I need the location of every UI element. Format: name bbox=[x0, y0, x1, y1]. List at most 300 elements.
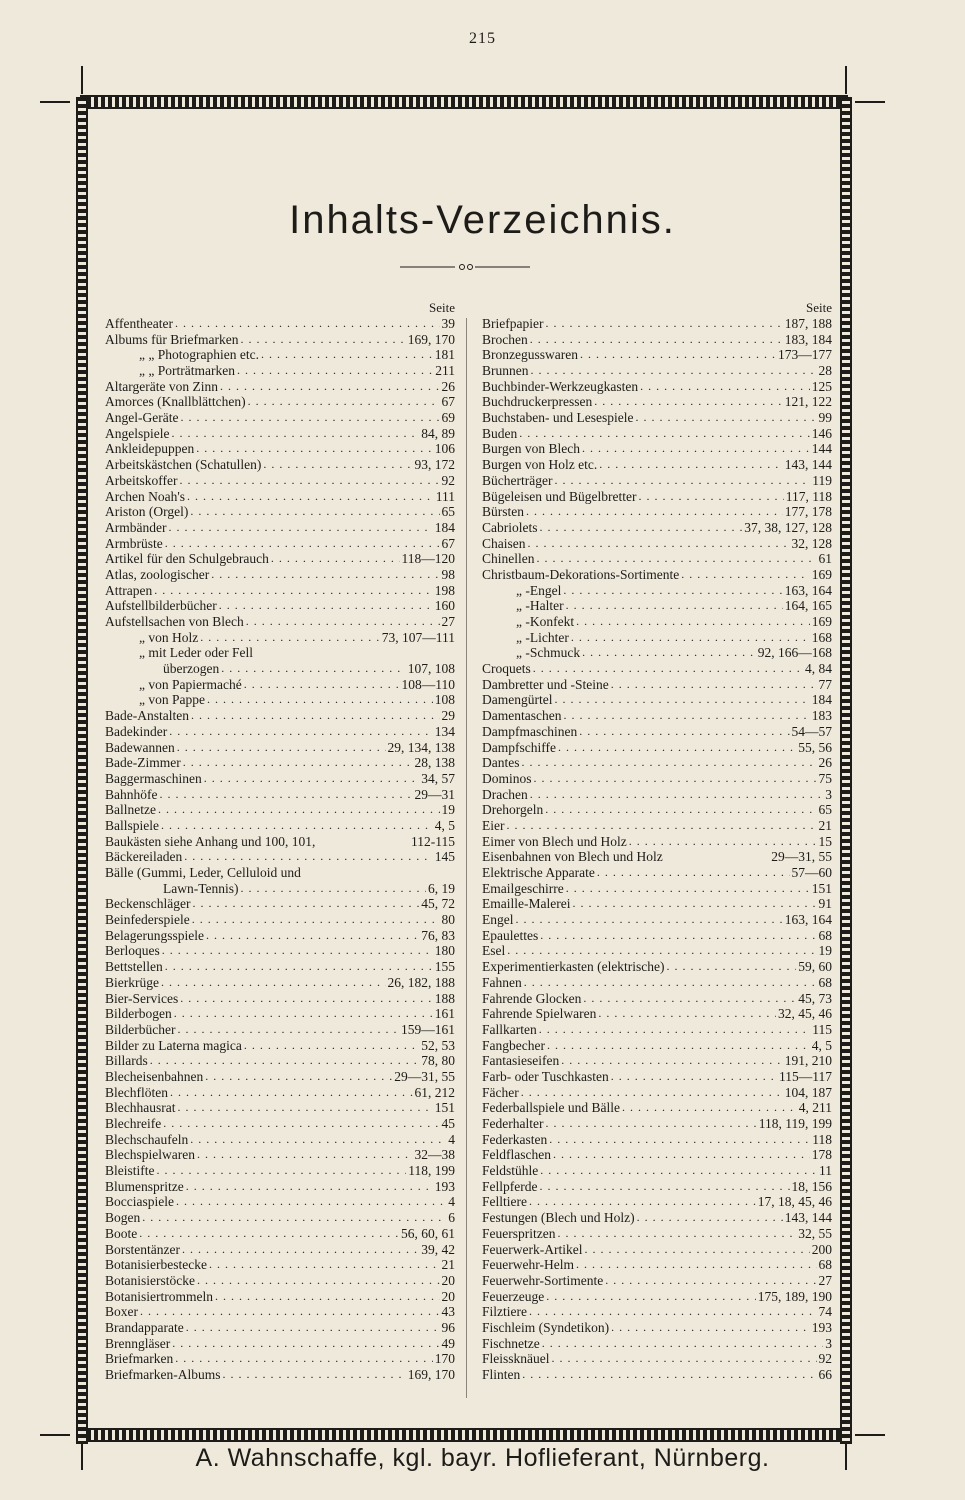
index-entry bbox=[105, 363, 455, 379]
index-term: Fangbecher bbox=[482, 1037, 545, 1053]
index-term: Blechflöten bbox=[105, 1084, 168, 1100]
index-term: Bier-Services bbox=[105, 990, 179, 1006]
leader-dots bbox=[547, 1038, 810, 1054]
index-entry bbox=[482, 1273, 832, 1289]
index-term: Bettstellen bbox=[105, 959, 163, 975]
index-term: Dominos bbox=[482, 770, 532, 786]
index-term: Beckenschläger bbox=[105, 896, 191, 912]
index-term: Fantasieseifen bbox=[482, 1053, 560, 1069]
index-entry bbox=[105, 1320, 455, 1336]
leader-dots bbox=[170, 1085, 413, 1101]
page-reference: 80 bbox=[441, 912, 455, 928]
leader-dots bbox=[237, 363, 433, 379]
index-entry bbox=[482, 677, 832, 693]
index-term: Esel bbox=[482, 943, 506, 959]
page-reference: 118 bbox=[812, 1131, 832, 1147]
index-term: Boote bbox=[105, 1225, 138, 1241]
leader-dots bbox=[561, 1053, 783, 1069]
index-entry bbox=[482, 489, 832, 505]
page-reference: 19 bbox=[441, 802, 455, 818]
leader-dots bbox=[244, 1038, 419, 1054]
index-entry bbox=[482, 394, 832, 410]
page-reference: 159—161 bbox=[401, 1021, 455, 1037]
index-entry bbox=[105, 802, 455, 818]
page-reference: 45, 72 bbox=[421, 896, 455, 912]
page-reference: 26 bbox=[441, 378, 455, 394]
index-term: Bocciaspiele bbox=[105, 1194, 174, 1210]
index-term: Atlas, zoologischer bbox=[105, 566, 210, 582]
page-reference: 32, 45, 46 bbox=[778, 1006, 832, 1022]
leader-dots bbox=[180, 410, 439, 426]
leader-dots bbox=[197, 1273, 440, 1289]
page-reference: 19 bbox=[818, 943, 832, 959]
frame-right-band bbox=[840, 97, 852, 1444]
page-reference: 163, 164 bbox=[784, 912, 832, 928]
leader-dots bbox=[566, 598, 783, 614]
leader-dots bbox=[539, 1179, 789, 1195]
page-reference: 117, 118 bbox=[785, 488, 832, 504]
page-reference: 211 bbox=[435, 363, 455, 379]
page-reference: 173—177 bbox=[778, 347, 832, 363]
page-reference: 69 bbox=[441, 410, 455, 426]
leader-dots bbox=[184, 849, 433, 865]
index-entry bbox=[482, 332, 832, 348]
leader-dots bbox=[154, 583, 433, 599]
index-term: „ von Holz bbox=[139, 629, 199, 645]
leader-dots bbox=[629, 834, 817, 850]
leader-dots bbox=[211, 567, 439, 583]
index-entry bbox=[482, 661, 832, 677]
leader-dots bbox=[571, 630, 810, 646]
index-term: Armbrüste bbox=[105, 535, 163, 551]
page-reference: 106 bbox=[434, 441, 455, 457]
page-reference: 193 bbox=[434, 1178, 455, 1194]
index-term: Bilderbücher bbox=[105, 1021, 176, 1037]
index-entry bbox=[482, 473, 832, 489]
index-entry bbox=[105, 1100, 455, 1116]
index-entry bbox=[105, 473, 455, 489]
index-entry bbox=[482, 740, 832, 756]
index-entry bbox=[482, 551, 832, 567]
index-term: Festungen (Blech und Holz) bbox=[482, 1210, 635, 1226]
leader-dots bbox=[171, 426, 419, 442]
leader-dots bbox=[221, 661, 406, 677]
page-reference: 164, 165 bbox=[784, 598, 832, 614]
page-reference: 146 bbox=[811, 425, 832, 441]
leader-dots bbox=[529, 1194, 756, 1210]
leader-dots bbox=[175, 1351, 433, 1367]
leader-dots bbox=[197, 1147, 413, 1163]
index-entry bbox=[482, 724, 832, 740]
leader-dots bbox=[139, 1226, 399, 1242]
page-reference: 27 bbox=[818, 1272, 832, 1288]
index-entry bbox=[482, 1100, 832, 1116]
index-term: Filztiere bbox=[482, 1304, 527, 1320]
page-reference: 115 bbox=[812, 1021, 832, 1037]
page-reference: 187, 188 bbox=[784, 315, 832, 331]
index-entry bbox=[482, 1132, 832, 1148]
index-term: Feuerwehr-Sortimente bbox=[482, 1272, 604, 1288]
index-column-left bbox=[105, 300, 455, 1383]
index-term: Altargeräte von Zinn bbox=[105, 378, 218, 394]
page-reference: 17, 18, 45, 46 bbox=[757, 1194, 832, 1210]
index-entry bbox=[482, 1038, 832, 1054]
index-entry bbox=[105, 457, 455, 473]
index-term: Dambretter und -Steine bbox=[482, 676, 609, 692]
page-reference: 169 bbox=[811, 566, 832, 582]
index-entry bbox=[105, 1273, 455, 1289]
leader-dots bbox=[246, 614, 440, 630]
page-reference: 29—31, 55 bbox=[771, 849, 832, 865]
page-reference: 74 bbox=[818, 1304, 832, 1320]
frame-bottom-band bbox=[80, 1428, 848, 1442]
page-reference: 99 bbox=[818, 410, 832, 426]
leader-dots bbox=[563, 708, 809, 724]
leader-dots bbox=[220, 379, 440, 395]
index-term: Buchdruckerpressen bbox=[482, 394, 593, 410]
leader-dots bbox=[542, 1336, 824, 1352]
leader-dots bbox=[545, 316, 782, 332]
index-term: Experimentierkasten (elektrische) bbox=[482, 959, 665, 975]
leader-dots bbox=[519, 426, 810, 442]
leader-dots bbox=[205, 1069, 392, 1085]
page-reference: 11 bbox=[819, 1163, 832, 1179]
leader-dots bbox=[165, 959, 433, 975]
index-entry bbox=[482, 1006, 832, 1022]
index-term: Feldflaschen bbox=[482, 1147, 551, 1163]
index-entry bbox=[105, 347, 455, 363]
page-reference: 184 bbox=[434, 519, 455, 535]
page-reference: 107, 108 bbox=[407, 661, 455, 677]
leader-dots bbox=[263, 457, 412, 473]
page-reference: 68 bbox=[818, 927, 832, 943]
leader-dots bbox=[667, 959, 797, 975]
leader-dots bbox=[522, 1367, 816, 1383]
index-term: Blechreife bbox=[105, 1116, 162, 1132]
index-term: Briefmarken bbox=[105, 1351, 174, 1367]
leader-dots bbox=[583, 991, 796, 1007]
index-term: Brenngläser bbox=[105, 1335, 171, 1351]
index-term: Bügeleisen und Bügelbretter bbox=[482, 488, 637, 504]
page-reference: 4, 211 bbox=[798, 1100, 832, 1116]
leader-dots bbox=[162, 943, 433, 959]
index-entry bbox=[482, 1053, 832, 1069]
index-entry bbox=[482, 1320, 832, 1336]
index-term: „ -Konfekt bbox=[516, 614, 575, 630]
page-reference: 32, 128 bbox=[791, 535, 832, 551]
leader-dots bbox=[157, 1163, 407, 1179]
index-term: Blecheisenbahnen bbox=[105, 1068, 204, 1084]
page-reference: 143, 144 bbox=[784, 1210, 832, 1226]
index-entry bbox=[482, 928, 832, 944]
page-reference: 4 bbox=[448, 1194, 455, 1210]
leader-dots bbox=[540, 928, 816, 944]
index-term: Baukästen siehe Anhang und 100, 101, bbox=[105, 833, 316, 849]
leader-dots bbox=[176, 1194, 446, 1210]
index-entry bbox=[482, 504, 832, 520]
page-reference: 92 bbox=[441, 472, 455, 488]
index-entry bbox=[105, 849, 455, 865]
index-term: Fahnen bbox=[482, 974, 522, 990]
page-reference: 175, 189, 190 bbox=[757, 1288, 832, 1304]
index-entry bbox=[105, 755, 455, 771]
leader-dots bbox=[158, 802, 440, 818]
frame-arrow-top-left bbox=[81, 66, 83, 94]
index-term: Chinellen bbox=[482, 551, 535, 567]
index-term: Drehorgeln bbox=[482, 802, 544, 818]
index-entry bbox=[482, 1367, 832, 1383]
page-reference: 68 bbox=[818, 1257, 832, 1273]
leader-dots bbox=[622, 1100, 797, 1116]
index-term: Cabriolets bbox=[482, 519, 538, 535]
leader-dots bbox=[611, 1069, 777, 1085]
index-term: Fallkarten bbox=[482, 1021, 537, 1037]
page-reference: 67 bbox=[441, 394, 455, 410]
page-reference: 145 bbox=[434, 849, 455, 865]
index-term: Briefpapier bbox=[482, 315, 544, 331]
index-entry bbox=[105, 645, 455, 661]
index-entry bbox=[105, 583, 455, 599]
index-term: Feuerzeuge bbox=[482, 1288, 545, 1304]
leader-dots bbox=[142, 1210, 446, 1226]
page-reference: 178 bbox=[811, 1147, 832, 1163]
page-reference: 151 bbox=[434, 1100, 455, 1116]
page-reference: 183 bbox=[811, 708, 832, 724]
page-reference: 92 bbox=[818, 1351, 832, 1367]
page-reference: 121, 122 bbox=[784, 394, 832, 410]
page-reference: 21 bbox=[818, 817, 832, 833]
index-term: Feuerwehr-Helm bbox=[482, 1257, 574, 1273]
index-entry bbox=[105, 740, 455, 756]
index-entry bbox=[482, 1242, 832, 1258]
page-reference: 92, 166—168 bbox=[757, 645, 832, 661]
page-reference: 198 bbox=[434, 582, 455, 598]
page-reference: 4, 5 bbox=[811, 1037, 832, 1053]
page-reference: 4, 5 bbox=[434, 817, 455, 833]
page-reference: 119 bbox=[812, 472, 832, 488]
index-term: Emaille-Malerei bbox=[482, 896, 571, 912]
index-term: Federkasten bbox=[482, 1131, 548, 1147]
page-reference: 188 bbox=[434, 990, 455, 1006]
index-entry bbox=[105, 489, 455, 505]
index-term: Ariston (Orgel) bbox=[105, 504, 189, 520]
index-entry bbox=[482, 959, 832, 975]
page-reference: 43 bbox=[441, 1304, 455, 1320]
index-entry bbox=[105, 1351, 455, 1367]
leader-dots bbox=[526, 504, 783, 520]
leader-dots bbox=[594, 394, 783, 410]
index-entry bbox=[105, 1289, 455, 1305]
leader-dots bbox=[563, 583, 782, 599]
leader-dots bbox=[161, 975, 386, 991]
index-entry bbox=[105, 1006, 455, 1022]
leader-dots bbox=[174, 1006, 433, 1022]
index-entry bbox=[482, 1179, 832, 1195]
index-entry bbox=[105, 975, 455, 991]
index-entry bbox=[105, 724, 455, 740]
leader-dots bbox=[579, 724, 789, 740]
index-entry bbox=[482, 755, 832, 771]
index-term: Bürsten bbox=[482, 504, 524, 520]
page-number: 215 bbox=[469, 30, 496, 47]
index-term: Angelspiele bbox=[105, 425, 170, 441]
publisher-footer: A. Wahnschaffe, kgl. bayr. Hoflieferant, Nürnberg. bbox=[195, 1444, 770, 1472]
leader-dots bbox=[161, 818, 433, 834]
page-reference: 32—38 bbox=[414, 1147, 455, 1163]
index-term: Blechhausrat bbox=[105, 1100, 176, 1116]
leader-dots bbox=[534, 771, 817, 787]
index-entry bbox=[482, 991, 832, 1007]
leader-dots bbox=[186, 1179, 433, 1195]
page-reference: 184 bbox=[811, 692, 832, 708]
index-term: Bogen bbox=[105, 1210, 141, 1226]
index-entry bbox=[482, 567, 832, 583]
index-term: Borstentänzer bbox=[105, 1241, 180, 1257]
index-entry bbox=[105, 567, 455, 583]
leader-dots bbox=[530, 332, 783, 348]
page-reference: 143, 144 bbox=[784, 457, 832, 473]
index-entry bbox=[105, 928, 455, 944]
index-term: „ -Schmuck bbox=[516, 645, 581, 661]
page-reference: 49 bbox=[441, 1335, 455, 1351]
index-entry bbox=[105, 1116, 455, 1132]
page-reference: 134 bbox=[434, 723, 455, 739]
index-term: Ballspiele bbox=[105, 817, 159, 833]
page-reference: 96 bbox=[441, 1319, 455, 1335]
index-term: Bleistifte bbox=[105, 1163, 155, 1179]
page-reference: 169, 170 bbox=[407, 331, 455, 347]
index-term: Eisenbahnen von Blech und Holz bbox=[482, 849, 663, 865]
index-term: Brunnen bbox=[482, 363, 529, 379]
index-term: Flinten bbox=[482, 1367, 521, 1383]
page-reference: 20 bbox=[441, 1288, 455, 1304]
page-reference: 45, 73 bbox=[798, 990, 832, 1006]
page-reference: 73, 107—111 bbox=[381, 629, 455, 645]
index-entry bbox=[482, 693, 832, 709]
index-entry bbox=[105, 959, 455, 975]
leader-dots bbox=[554, 692, 809, 708]
page-reference: 4, 84 bbox=[805, 661, 832, 677]
page-reference: 39 bbox=[441, 315, 455, 331]
leader-dots bbox=[140, 1304, 440, 1320]
index-entry bbox=[482, 896, 832, 912]
frame-arrow-top-right bbox=[845, 66, 847, 94]
index-term: Fächer bbox=[482, 1084, 519, 1100]
leader-dots bbox=[546, 1289, 756, 1305]
index-entry bbox=[105, 1132, 455, 1148]
page-reference: 29 bbox=[441, 708, 455, 724]
column-header-page: Seite bbox=[806, 300, 832, 315]
index-term: Armbänder bbox=[105, 519, 167, 535]
index-term: Ballnetze bbox=[105, 802, 156, 818]
leader-dots bbox=[638, 489, 783, 505]
page-reference: 55, 56 bbox=[798, 739, 832, 755]
page-reference: 170 bbox=[434, 1351, 455, 1367]
index-entry bbox=[105, 630, 455, 646]
leader-dots bbox=[240, 332, 405, 348]
leader-dots bbox=[635, 410, 816, 426]
index-term: überzogen bbox=[163, 661, 220, 677]
leader-dots bbox=[177, 1022, 399, 1038]
index-term: Burgen von Holz etc. bbox=[482, 457, 598, 473]
page-reference: 93, 172 bbox=[414, 457, 455, 473]
leader-dots bbox=[605, 1273, 816, 1289]
index-term: Dampfmaschinen bbox=[482, 723, 578, 739]
index-entry bbox=[105, 1069, 455, 1085]
page-reference: 78, 80 bbox=[421, 1053, 455, 1069]
frame-arrow-right-top bbox=[855, 101, 885, 103]
leader-dots bbox=[182, 1242, 419, 1258]
page-reference: 155 bbox=[434, 959, 455, 975]
index-entry bbox=[482, 363, 832, 379]
leader-dots bbox=[159, 787, 412, 803]
column-divider bbox=[466, 318, 467, 1398]
leader-dots bbox=[557, 1226, 796, 1242]
index-entry bbox=[105, 1226, 455, 1242]
page-reference: 108 bbox=[434, 692, 455, 708]
leader-dots bbox=[681, 567, 810, 583]
index-entry bbox=[105, 865, 455, 881]
index-entry bbox=[482, 316, 832, 332]
page-reference: 84, 89 bbox=[421, 425, 455, 441]
index-term: Bilderbogen bbox=[105, 1006, 172, 1022]
index-term: Fahrende Spielwaren bbox=[482, 1006, 597, 1022]
leader-dots bbox=[177, 1100, 432, 1116]
page-reference: 151 bbox=[811, 880, 832, 896]
leader-dots bbox=[183, 755, 413, 771]
index-entry bbox=[105, 1257, 455, 1273]
index-entry bbox=[105, 614, 455, 630]
index-entry bbox=[105, 881, 455, 897]
index-entry bbox=[105, 1195, 455, 1211]
index-term: Croquets bbox=[482, 661, 531, 677]
index-entry bbox=[105, 536, 455, 552]
page-reference: 200 bbox=[811, 1241, 832, 1257]
index-term: Buchbinder-Werkzeugkasten bbox=[482, 378, 639, 394]
index-entry bbox=[482, 583, 832, 599]
page-reference: 183, 184 bbox=[784, 331, 832, 347]
index-entry bbox=[482, 1069, 832, 1085]
page-reference: 54—57 bbox=[791, 723, 832, 739]
leader-dots bbox=[522, 755, 817, 771]
leader-dots bbox=[163, 1116, 439, 1132]
page-reference: 98 bbox=[441, 566, 455, 582]
index-term: Badewannen bbox=[105, 739, 175, 755]
index-term: Albums für Briefmarken bbox=[105, 331, 239, 347]
index-entry bbox=[482, 944, 832, 960]
leader-dots bbox=[545, 802, 816, 818]
page-reference: 91 bbox=[818, 896, 832, 912]
index-term: Artikel für den Schulgebrauch bbox=[105, 551, 269, 567]
leader-dots bbox=[572, 896, 816, 912]
page-reference: 15 bbox=[818, 833, 832, 849]
index-entry bbox=[482, 849, 832, 865]
leader-dots bbox=[215, 1289, 440, 1305]
index-term: Dantes bbox=[482, 755, 520, 771]
page-reference: 161 bbox=[434, 1006, 455, 1022]
leader-dots bbox=[204, 771, 420, 787]
index-term: Federballspiele und Bälle bbox=[482, 1100, 620, 1116]
index-term: Bade-Anstalten bbox=[105, 708, 189, 724]
page-reference: 118, 199 bbox=[408, 1163, 455, 1179]
index-entry bbox=[105, 896, 455, 912]
index-term: Farb- oder Tuschkasten bbox=[482, 1068, 609, 1084]
page-reference: 180 bbox=[434, 943, 455, 959]
page-reference: 28, 138 bbox=[414, 755, 455, 771]
leader-dots bbox=[524, 975, 817, 991]
index-term: Bäckereiladen bbox=[105, 849, 183, 865]
index-term: Bade-Zimmer bbox=[105, 755, 181, 771]
